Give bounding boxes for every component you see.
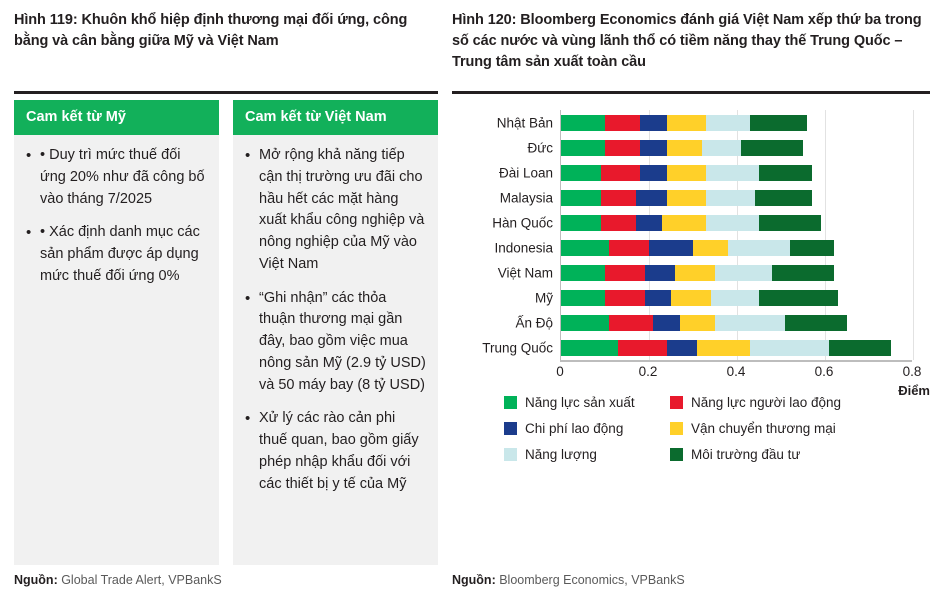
legend-label: Chi phí lao động bbox=[525, 421, 624, 436]
legend-item bbox=[452, 395, 670, 410]
bar-segment bbox=[715, 265, 772, 281]
stacked-bar bbox=[561, 290, 838, 306]
bar-segment bbox=[750, 340, 829, 356]
stacked-bar bbox=[561, 215, 821, 231]
bar-segment bbox=[601, 165, 641, 181]
bar-segment bbox=[605, 290, 645, 306]
legend-label: Năng lực sản xuất bbox=[525, 395, 635, 410]
bar-segment bbox=[561, 240, 609, 256]
card-vietnam-commitments bbox=[233, 100, 438, 565]
legend-row bbox=[452, 395, 930, 410]
stacked-bar-chart bbox=[452, 102, 930, 402]
bar-segment bbox=[693, 240, 728, 256]
y-axis-tick-label: Trung Quốc bbox=[482, 340, 553, 355]
x-axis-line bbox=[560, 360, 912, 362]
stacked-bar bbox=[561, 140, 803, 156]
chart-row bbox=[515, 310, 912, 335]
bar-segment bbox=[662, 215, 706, 231]
list-item: • Xử lý các rào cản phi thuế quan, bao gồm giấy phép nhập khẩu đối với các thiết bị y tế của Mỹ bbox=[245, 408, 426, 495]
legend-item bbox=[452, 447, 670, 462]
bar-segment bbox=[561, 290, 605, 306]
bar-segment bbox=[667, 115, 707, 131]
chart-legend bbox=[452, 395, 930, 473]
list-item: • • Duy trì mức thuế đối ứng 20% như đã công bố vào tháng 7/2025 bbox=[26, 145, 207, 210]
right-figure-panel bbox=[452, 10, 938, 586]
chart-row bbox=[494, 235, 912, 260]
bar-segment bbox=[605, 140, 640, 156]
legend-row bbox=[452, 421, 930, 436]
chart-row bbox=[535, 285, 912, 310]
card-us-header: Cam kết từ Mỹ bbox=[14, 100, 219, 135]
bar-segment bbox=[618, 340, 666, 356]
chart-row bbox=[499, 185, 912, 210]
bar-segment bbox=[605, 265, 645, 281]
bar-segment bbox=[772, 265, 834, 281]
legend-swatch-icon bbox=[670, 422, 683, 435]
bar-segment bbox=[667, 190, 707, 206]
right-title-divider bbox=[452, 91, 930, 94]
stacked-bar bbox=[561, 115, 807, 131]
right-figure-title: Hình 120: Bloomberg Economics đánh giá Việt Nam xếp thứ ba trong số các nước và vùng lãnh thổ có tiềm năng thay thế Trung Quốc – Trung tâm sản xuất toàn cầu bbox=[452, 12, 922, 71]
chart-row bbox=[492, 210, 912, 235]
legend-label: Môi trường đầu tư bbox=[691, 447, 801, 462]
chart-row bbox=[482, 335, 912, 360]
x-axis-tick-label: 0.6 bbox=[814, 364, 834, 379]
bar-segment bbox=[561, 140, 605, 156]
card-vietnam-body bbox=[233, 135, 438, 521]
x-axis-tick-label: 0 bbox=[556, 364, 564, 379]
y-axis-tick-label: Việt Nam bbox=[497, 265, 553, 280]
bar-segment bbox=[790, 240, 834, 256]
card-vietnam-header: Cam kết từ Việt Nam bbox=[233, 100, 438, 135]
bar-segment bbox=[706, 215, 759, 231]
chart-row bbox=[498, 160, 912, 185]
bar-segment bbox=[675, 265, 715, 281]
bar-segment bbox=[653, 315, 679, 331]
right-source-text: Bloomberg Economics, VPBankS bbox=[495, 573, 685, 587]
legend-label: Năng lực người lao động bbox=[691, 395, 842, 410]
stacked-bar bbox=[561, 265, 834, 281]
bar-segment bbox=[759, 290, 838, 306]
bar-segment bbox=[750, 115, 807, 131]
stacked-bar bbox=[561, 190, 812, 206]
bar-segment bbox=[609, 315, 653, 331]
commitment-cards bbox=[14, 100, 438, 565]
bar-segment bbox=[829, 340, 891, 356]
card-us-commitments bbox=[14, 100, 219, 565]
legend-swatch-icon bbox=[504, 396, 517, 409]
bar-segment bbox=[711, 290, 759, 306]
list-item: • Mở rộng khả năng tiếp cận thị trường ưu đãi cho hầu hết các mặt hàng xuất khẩu công nghiệp và nông nghiệp của Mỹ vào Việt Nam bbox=[245, 145, 426, 276]
bar-segment bbox=[636, 190, 667, 206]
chart-plot-area bbox=[482, 110, 912, 360]
chart-row bbox=[527, 135, 912, 160]
bar-segment bbox=[609, 240, 649, 256]
bar-segment bbox=[561, 340, 618, 356]
chart-row bbox=[497, 260, 912, 285]
bar-segment bbox=[697, 340, 750, 356]
legend-item bbox=[670, 447, 890, 462]
grid-line bbox=[913, 110, 914, 360]
bar-segment bbox=[561, 215, 601, 231]
legend-item bbox=[670, 395, 890, 410]
left-source-text: Global Trade Alert, VPBankS bbox=[57, 573, 222, 587]
bar-segment bbox=[645, 290, 671, 306]
right-source-note bbox=[452, 573, 685, 587]
bar-segment bbox=[667, 165, 707, 181]
list-item: • “Ghi nhận” các thỏa thuận thương mại gần đây, bao gồm việc mua nông sản Mỹ (2.9 tỷ USD) và 50 máy bay (8 tỷ USD) bbox=[245, 288, 426, 397]
x-axis-tick-label: 0.2 bbox=[638, 364, 658, 379]
bar-segment bbox=[671, 290, 711, 306]
legend-swatch-icon bbox=[670, 448, 683, 461]
legend-swatch-icon bbox=[504, 422, 517, 435]
bar-segment bbox=[645, 265, 676, 281]
bar-segment bbox=[741, 140, 803, 156]
bar-segment bbox=[706, 165, 759, 181]
bar-segment bbox=[706, 190, 754, 206]
bar-segment bbox=[640, 115, 666, 131]
x-axis-tick-label: 0.4 bbox=[726, 364, 746, 379]
bar-segment bbox=[706, 115, 750, 131]
legend-label: Vận chuyển thương mại bbox=[691, 421, 836, 436]
bar-segment bbox=[759, 165, 812, 181]
bar-segment bbox=[561, 115, 605, 131]
y-axis-tick-label: Indonesia bbox=[494, 240, 553, 255]
left-figure-title: Hình 119: Khuôn khổ hiệp định thương mại đối ứng, công bằng và cân bằng giữa Mỹ và Việt Nam bbox=[14, 12, 408, 50]
bar-segment bbox=[667, 340, 698, 356]
bar-segment bbox=[728, 240, 790, 256]
y-axis-tick-label: Đài Loan bbox=[498, 165, 553, 180]
y-axis-tick-label: Nhật Bản bbox=[496, 115, 553, 130]
bar-segment bbox=[561, 265, 605, 281]
bar-segment bbox=[667, 140, 702, 156]
bar-segment bbox=[601, 215, 636, 231]
stacked-bar bbox=[561, 165, 812, 181]
bar-segment bbox=[702, 140, 742, 156]
stacked-bar bbox=[561, 315, 847, 331]
bar-segment bbox=[785, 315, 847, 331]
bar-segment bbox=[715, 315, 785, 331]
y-axis-tick-label: Mỹ bbox=[535, 290, 553, 305]
bar-segment bbox=[649, 240, 693, 256]
bar-segment bbox=[561, 165, 601, 181]
bar-segment bbox=[755, 190, 812, 206]
legend-row bbox=[452, 447, 930, 462]
left-source-note bbox=[14, 573, 222, 587]
bar-segment bbox=[561, 315, 609, 331]
legend-swatch-icon bbox=[504, 448, 517, 461]
bar-segment bbox=[636, 215, 662, 231]
x-axis-tick-label: 0.8 bbox=[902, 364, 922, 379]
right-source-label: Nguồn: bbox=[452, 573, 496, 587]
legend-item bbox=[670, 421, 890, 436]
x-axis-label: Điểm bbox=[898, 383, 930, 398]
legend-label: Năng lượng bbox=[525, 447, 597, 462]
stacked-bar bbox=[561, 340, 891, 356]
left-figure-panel bbox=[14, 10, 438, 586]
y-axis-tick-label: Hàn Quốc bbox=[492, 215, 553, 230]
left-source-label: Nguồn: bbox=[14, 573, 58, 587]
y-axis-tick-label: Malaysia bbox=[499, 190, 553, 205]
y-axis-tick-label: Ấn Độ bbox=[515, 315, 553, 330]
bar-segment bbox=[601, 190, 636, 206]
bar-segment bbox=[605, 115, 640, 131]
bar-segment bbox=[680, 315, 715, 331]
y-axis-tick-label: Đức bbox=[527, 140, 553, 155]
bar-segment bbox=[561, 190, 601, 206]
legend-swatch-icon bbox=[670, 396, 683, 409]
left-title-divider bbox=[14, 91, 438, 94]
list-item: • • Xác định danh mục các sản phẩm được áp dụng mức thuế đối ứng 0% bbox=[26, 222, 207, 287]
bar-segment bbox=[640, 165, 666, 181]
legend-item bbox=[452, 421, 670, 436]
bar-segment bbox=[759, 215, 821, 231]
bar-segment bbox=[640, 140, 666, 156]
chart-row bbox=[496, 110, 912, 135]
card-us-body bbox=[14, 135, 219, 314]
stacked-bar bbox=[561, 240, 834, 256]
